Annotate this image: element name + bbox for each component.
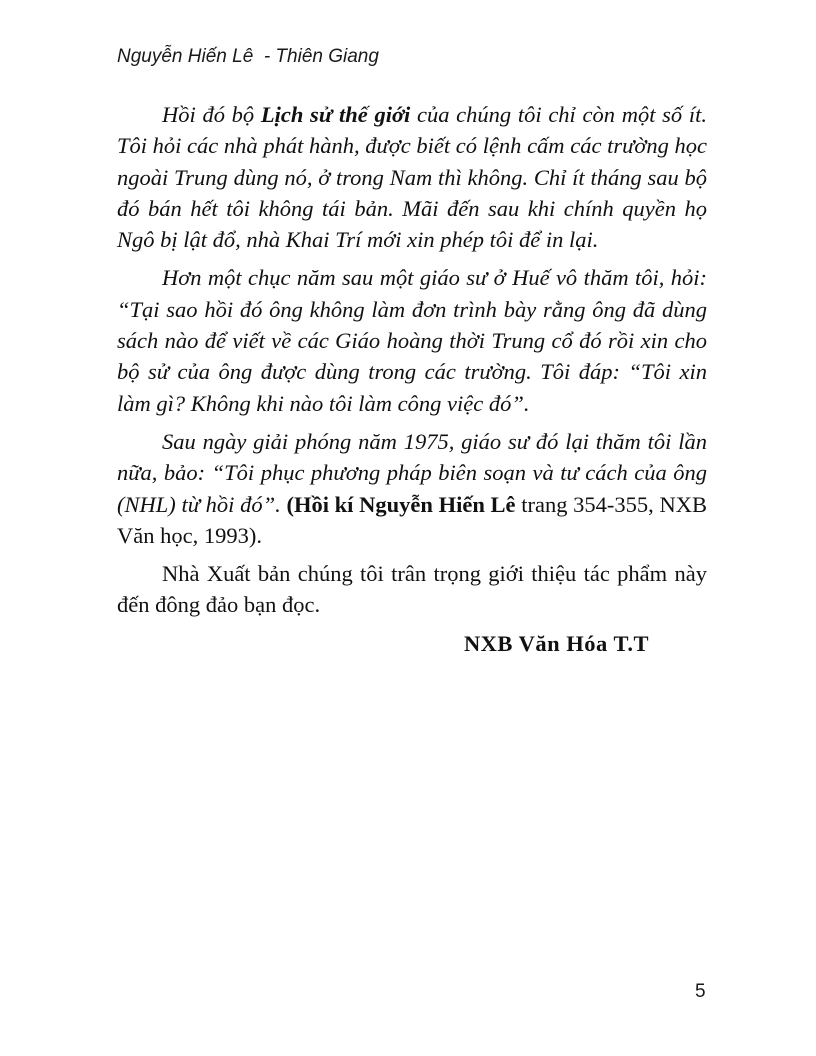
paragraph-4 — [117, 558, 707, 621]
publisher-signature: NXB Văn Hóa T.T — [463, 630, 649, 656]
paragraph-2-text: Hơn một chục năm sau một giáo sư ở Huế vô thăm tôi, hỏi: “Tại sao hồi đó ông không làm đơn trình bày rằng ông đã dùng sách nào để viết về các Giáo hoàng thời Trung cổ đó rồi xin cho bộ sử của ông được dùng trong các trường. Tôi đáp: “Tôi xin làm gì? Không khi nào tôi làm công việc đó”. — [117, 265, 707, 416]
paragraph-4-text: Nhà Xuất bản chúng tôi trân trọng giới thiệu tác phẩm này đến đông đảo bạn đọc. — [117, 561, 707, 618]
book-title-emphasis: Lịch sử thế giới — [260, 102, 411, 127]
source-citation-detail: trang 354-355, NXB Văn học, 1993). — [117, 491, 707, 548]
page-body — [117, 99, 707, 659]
paragraph-1 — [117, 99, 707, 255]
paragraph-3-text-start: Sau ngày giải phóng năm 1975, giáo sư đó lại thăm tôi lần nữa, bảo: “Tôi phục phương pháp biên soạn và tư cách của ông (NHL) từ hồi đó”. — [117, 428, 707, 517]
paragraph-3 — [117, 426, 707, 551]
page-number: 5 — [695, 981, 706, 1002]
running-header: Nguyễn Hiến Lê - Thiên Giang — [117, 46, 379, 67]
source-citation-title: (Hồi kí Nguyễn Hiến Lê — [286, 491, 516, 517]
paragraph-2 — [117, 262, 707, 418]
paragraph-1-text-rest: của chúng tôi chỉ còn một số ít. Tôi hỏi các nhà phát hành, được biết có lệnh cấm các trường học ngoài Trung dùng nó, ở trong Nam thì không. Chỉ ít tháng sau bộ đó bán hết tôi không tái bản. Mãi đến sau khi chính quyền họ Ngô bị lật đổ, nhà Khai Trí mới xin phép tôi để in lại. — [117, 102, 707, 253]
paragraph-1-text-start: Hồi đó bộ — [162, 102, 261, 127]
